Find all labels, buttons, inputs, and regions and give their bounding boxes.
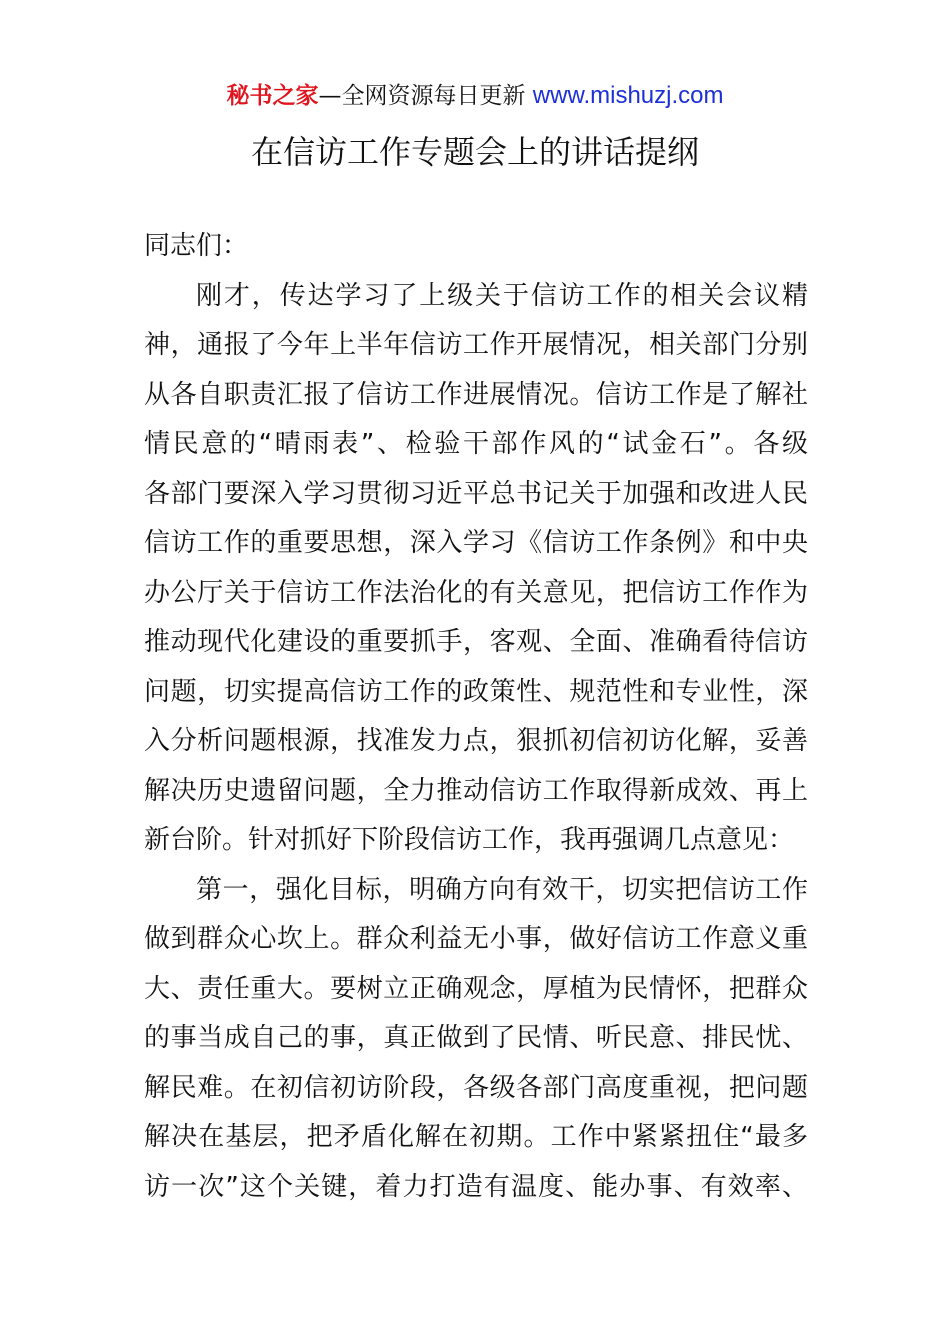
- paragraph-line: 问题，切实提高信访工作的政策性、规范性和专业性，深: [144, 676, 808, 707]
- paragraph-line: 办公厅关于信访工作法治化的有关意见，把信访工作作为: [144, 577, 808, 608]
- site-tagline: —全网资源每日更新: [318, 83, 533, 109]
- paragraph-line: 做到群众心坎上。群众利益无小事，做好信访工作意义重: [144, 924, 808, 954]
- paragraph-line: 各部门要深入学习贯彻习近平总书记关于加强和改进人民: [144, 478, 808, 509]
- paragraph-line: 解决在基层，把矛盾化解在初期。工作中紧紧扭住“最多: [144, 1122, 808, 1152]
- site-header: [0, 80, 950, 112]
- greeting: 同志们：: [144, 231, 249, 261]
- paragraph-line: 入分析问题根源，找准发力点，狠抓初信初访化解，妥善: [144, 726, 808, 756]
- paragraph-line: 解民难。在初信初访阶段，各级各部门高度重视，把问题: [144, 1072, 808, 1103]
- paragraph-line: 新台阶。针对抓好下阶段信访工作，我再强调几点意见：: [144, 825, 795, 855]
- document-body: [144, 222, 808, 1212]
- paragraph-line: 推动现代化建设的重要抓手，客观、全面、准确看待信访: [144, 627, 808, 657]
- paragraph-line: 大、责任重大。要树立正确观念，厚植为民情怀，把群众: [144, 973, 808, 1004]
- site-url-link[interactable]: www.mishuzj.com: [532, 82, 724, 109]
- paragraph-line: 的事当成自己的事，真正做到了民情、听民意、排民忧、: [144, 1023, 808, 1053]
- document-title: 在信访工作专题会上的讲话提纲: [250, 133, 699, 171]
- paragraph-line: 信访工作的重要思想，深入学习《信访工作条例》和中央: [144, 528, 808, 558]
- paragraph-line: 刚才，传达学习了上级关于信访工作的相关会议精: [196, 280, 808, 311]
- paragraph-line: 第一，强化目标，明确方向有效干，切实把信访工作: [196, 874, 808, 905]
- paragraph-line: 访一次”这个关键，着力打造有温度、能办事、有效率、: [144, 1171, 808, 1202]
- paragraph-line: 情民意的“晴雨表”、检验干部作风的“试金石”。各级: [144, 429, 808, 459]
- paragraph-line: 从各自职责汇报了信访工作进展情况。信访工作是了解社: [144, 379, 808, 410]
- site-brand: 秘书之家: [226, 83, 319, 109]
- paragraph-line: 解决历史遗留问题，全力推动信访工作取得新成效、再上: [144, 775, 808, 806]
- paragraph-line: 神，通报了今年上半年信访工作开展情况，相关部门分别: [144, 330, 808, 360]
